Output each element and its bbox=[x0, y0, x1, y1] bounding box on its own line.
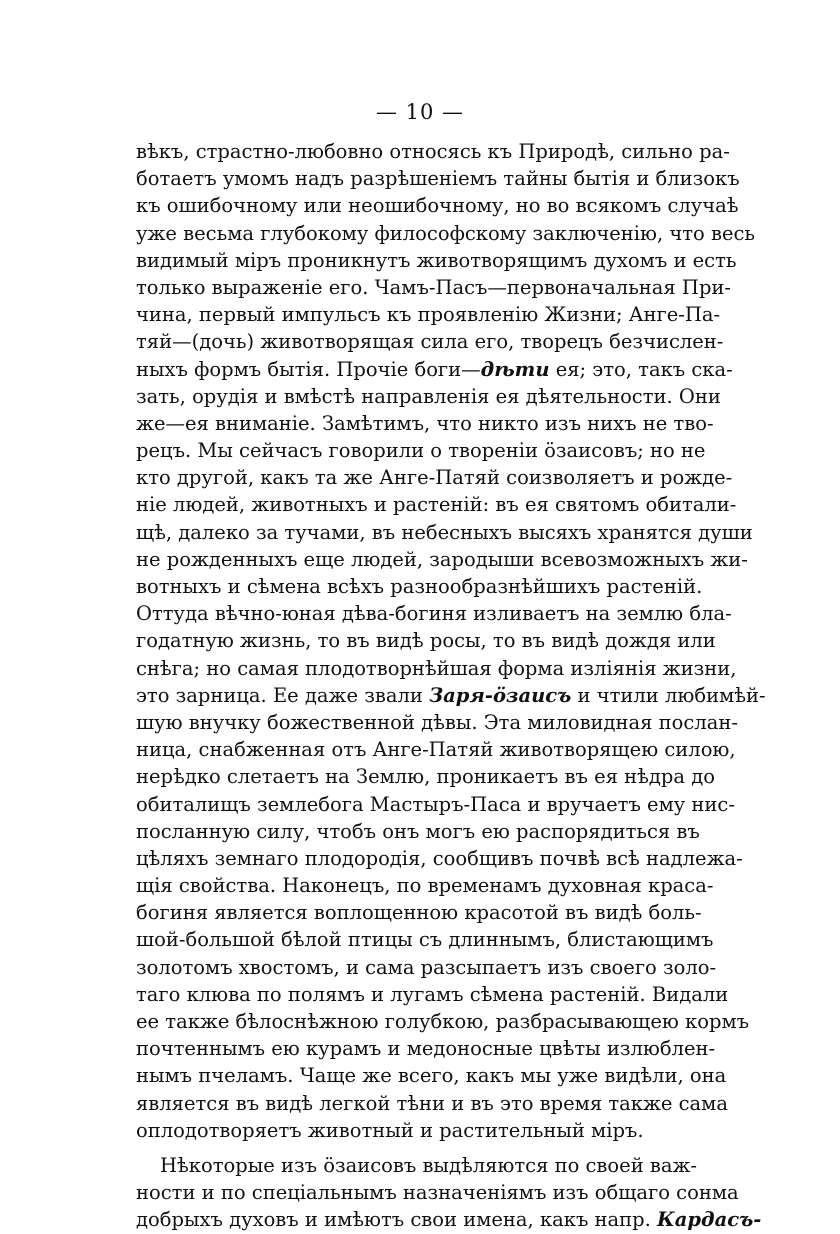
text-line: шую внучку божественной дѣвы. Эта миловидная послан- bbox=[136, 710, 738, 734]
text-line: цѣляхъ земнаго плодородія, сообщивъ почвѣ всѣ надлежа- bbox=[136, 846, 743, 870]
text-line: рецъ. Мы сейчасъ говорили о твореніи ӧзаисовъ; но не bbox=[136, 439, 706, 463]
text-line bbox=[136, 682, 766, 709]
text-line: богиня является воплощенною красотой въ видѣ боль- bbox=[136, 901, 702, 925]
text-line: шой-большой бѣлой птицы съ длиннымъ, блистающимъ bbox=[136, 928, 714, 952]
text-line: же—ея вниманіе. Замѣтимъ, что никто изъ нихъ не тво- bbox=[136, 411, 714, 435]
text-line: нымъ пчеламъ. Чаще же всего, какъ мы уже видѣли, она bbox=[136, 1064, 727, 1088]
text-line: только выраженіе его. Чамъ-Пасъ—первоначальная При- bbox=[136, 275, 732, 299]
text-line: къ ошибочному или неошибочному, но во всякомъ случаѣ bbox=[136, 194, 739, 218]
body-text bbox=[136, 138, 766, 1234]
text-segment: ныхъ формъ бытія. Прочіе боги— bbox=[136, 357, 481, 381]
text-line: кто другой, какъ та же Анге-Патяй соизволяетъ и рожде- bbox=[136, 466, 733, 490]
text-line: чина, первый импульсъ къ проявленію Жизни; Анге-Па- bbox=[136, 303, 721, 327]
text-line: Оттуда вѣчно-юная дѣва-богиня изливаетъ на землю бла- bbox=[136, 602, 732, 626]
text-segment: это зарница. Ее даже звали bbox=[136, 683, 430, 707]
text-line: золотомъ хвостомъ, и сама разсыпаетъ изъ своего золо- bbox=[136, 955, 717, 979]
text-line: почтеннымъ ею курамъ и медоносные цвѣты излюблен- bbox=[136, 1037, 716, 1061]
italic-word: Кардасъ- bbox=[657, 1208, 762, 1232]
text-line: зать, орудія и вмѣстѣ направленія ея дѣятельности. Они bbox=[136, 384, 721, 408]
text-line: уже весьма глубокому философскому заключенію, что весь bbox=[136, 221, 756, 245]
text-line: ности и по спеціальнымъ назначеніямъ изъ общаго сонма bbox=[136, 1181, 739, 1205]
text-line bbox=[136, 1206, 762, 1233]
text-line: ее также бѣлоснѣжною голубкою, разбрасывающею кормъ bbox=[136, 1010, 750, 1033]
text-line: ница, снабженная отъ Анге-Патяй животворящею силою, bbox=[136, 738, 736, 762]
page-number: — 10 — bbox=[375, 100, 465, 124]
paragraph-gap bbox=[136, 1144, 696, 1152]
text-segment: и чтили любимѣй- bbox=[571, 683, 766, 707]
text-line: щія свойства. Наконецъ, по временамъ духовная краса- bbox=[136, 874, 714, 898]
text-line: ботаетъ умомъ надъ разрѣшеніемъ тайны бытія и близокъ bbox=[136, 167, 740, 191]
text-line: обиталищъ землебога Мастыръ-Паса и вручаетъ ему нис- bbox=[136, 792, 735, 816]
text-segment: ея; это, такъ ска- bbox=[549, 357, 733, 381]
text-line: тяй—(дочь) животворящая сила его, творецъ безчислен- bbox=[136, 330, 724, 354]
text-line: оплодотворяетъ животный и растительный міръ. bbox=[136, 1118, 644, 1142]
text-line bbox=[136, 356, 733, 383]
text-line: таго клюва по полямъ и лугамъ сѣмена растеній. Видали bbox=[136, 982, 729, 1006]
text-line: годатную жизнь, то въ видѣ росы, то въ видѣ дождя или bbox=[136, 629, 716, 653]
text-line: видимый міръ проникнутъ животворящимъ духомъ и есть bbox=[136, 248, 737, 272]
text-line: не рожденныхъ еще людей, зародыши всевозможныхъ жи- bbox=[136, 547, 748, 571]
italic-word: Заря-ӧзаисъ bbox=[429, 683, 572, 707]
text-line: посланную силу, чтобъ онъ могъ ею распорядиться въ bbox=[136, 819, 700, 843]
text-line: нерѣдко слетаетъ на Землю, проникаетъ въ ея нѣдра до bbox=[136, 765, 715, 789]
text-line: ніе людей, животныхъ и растеній: въ ея святомъ обитали- bbox=[136, 493, 737, 517]
text-line: снѣга; но самая плодотворнѣйшая форма изліянія жизни, bbox=[136, 656, 737, 680]
text-line: вѣкъ, страстно-любовно относясь къ Природѣ, сильно ра- bbox=[136, 140, 730, 163]
italic-word: дѣти bbox=[480, 357, 550, 381]
text-segment: добрыхъ духовъ и имѣютъ свои имена, какъ напр. bbox=[136, 1208, 658, 1232]
text-line: вотныхъ и сѣмена всѣхъ разнообразнѣйшихъ растеній. bbox=[136, 575, 703, 598]
text-line: щѣ, далеко за тучами, въ небесныхъ высяхъ хранятся души bbox=[136, 520, 753, 544]
text-line: является въ видѣ легкой тѣни и въ это время также сама bbox=[136, 1091, 728, 1115]
text-line: Нѣкоторые изъ ӧзаисовъ выдѣляются по своей важ- bbox=[160, 1153, 698, 1177]
